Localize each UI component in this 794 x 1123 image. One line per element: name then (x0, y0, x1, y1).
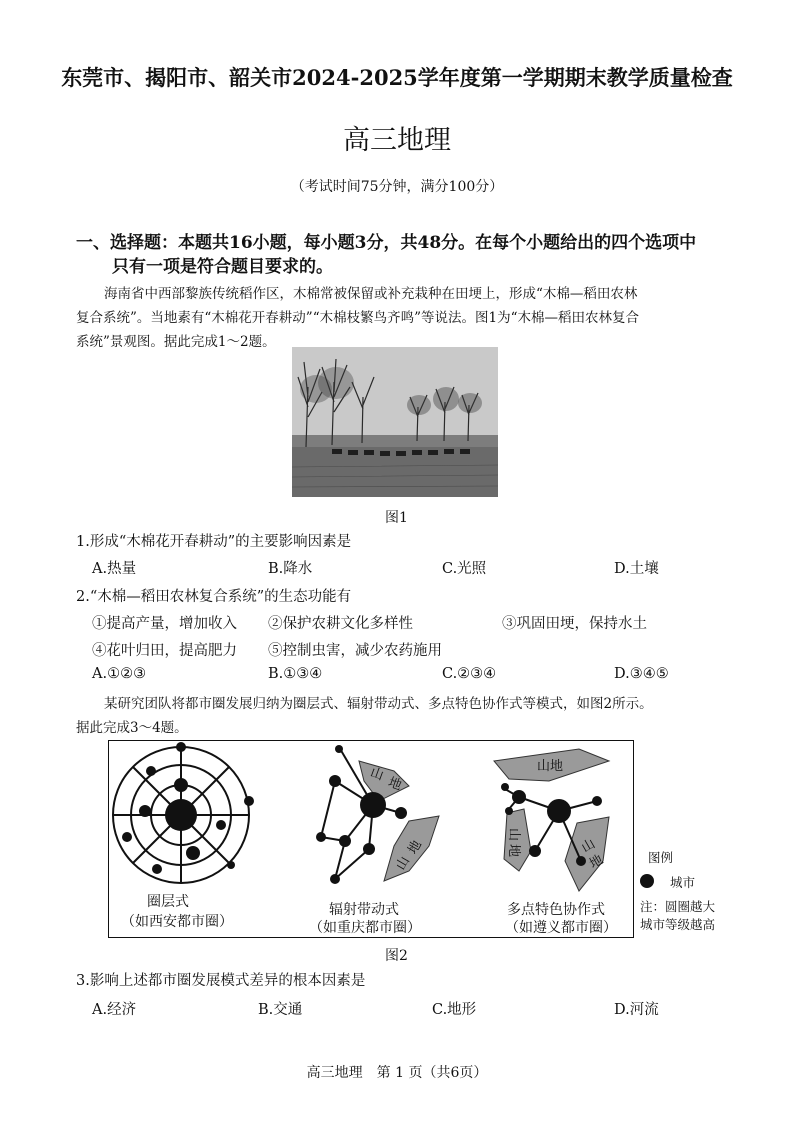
exam-info: （考试时间75分钟，满分100分） (290, 179, 504, 195)
q2-option-c[interactable]: C.②③④ (442, 666, 497, 682)
subject-title: 高三地理 (343, 125, 451, 156)
legend-note-2: 城市等级越高 (640, 917, 716, 932)
mountain-label-1b: 地 (386, 775, 404, 794)
figure2-caption: 图2 (385, 948, 408, 964)
figure2-box (108, 740, 634, 938)
landscape-image (292, 347, 498, 497)
q3-option-d[interactable]: D.河流 (614, 1002, 659, 1018)
section-heading: 一、选择题：本题共16小题，每小题3分，共48分。在每个小题给出的四个选项中 (76, 233, 697, 253)
figure1-photo (292, 347, 498, 497)
q1-option-d[interactable]: D.土壤 (614, 561, 659, 577)
page-footer: 高三地理 第 1 页（共6页） (306, 1065, 488, 1081)
mountain-label-4b: 地 (506, 843, 522, 858)
legend-city-icon (640, 874, 654, 888)
passage1-line1: 海南省中西部黎族传统稻作区，木棉常被保留或补充栽种在田埂上，形成“木棉—稻田农林 (104, 286, 638, 302)
panel3-example: （如遵义都市圈） (505, 920, 617, 936)
panel1-example: （如西安都市圈） (121, 914, 233, 930)
mountain-label-3: 山地 (537, 759, 564, 774)
q2-stem: 2.“木棉—稻田农林复合系统”的生态功能有 (76, 589, 352, 605)
mountain-label-2a: 山 (393, 854, 413, 873)
q2-option-b[interactable]: B.①③④ (268, 666, 323, 682)
panel2-example: （如重庆都市圈） (309, 920, 421, 936)
panel3-name: 多点特色协作式 (507, 902, 605, 918)
q3-option-b[interactable]: B.交通 (258, 1002, 303, 1018)
panel2-name: 辐射带动式 (329, 902, 399, 918)
q1-stem: 1.形成“木棉花开春耕动”的主要影响因素是 (76, 534, 352, 550)
passage2-line1: 某研究团队将都市圈发展归纳为圈层式、辐射带动式、多点特色协作式等模式，如图2所示。 (104, 696, 653, 712)
section-heading-cont: 只有一项是符合题目要求的。 (112, 257, 333, 277)
legend-city: 城市 (670, 875, 696, 890)
mountain-label-5b: 地 (587, 852, 606, 872)
q2-item-4: ④花叶归田，提高肥力 (92, 643, 237, 659)
q2-item-2: ②保护农耕文化多样性 (268, 616, 413, 632)
legend-note-1: 注：圆圈越大 (640, 899, 716, 914)
q2-item-1: ①提高产量，增加收入 (92, 616, 237, 632)
legend-title: 图例 (648, 850, 674, 865)
q3-option-a[interactable]: A.经济 (92, 1002, 137, 1018)
q2-option-a[interactable]: A.①②③ (92, 666, 147, 682)
passage1-line2: 复合系统”。当地素有“木棉花开春耕动”“木棉枝繁鸟齐鸣”等说法。图1为“木棉—稻田农林复合 (76, 310, 639, 326)
exam-title: 东莞市、揭阳市、韶关市2024-2025学年度第一学期期末教学质量检查 (61, 65, 733, 90)
q2-item-5: ⑤控制虫害，减少农药施用 (268, 643, 442, 659)
q1-option-b[interactable]: B.降水 (268, 561, 313, 577)
mountain-label-1a: 山 (368, 765, 386, 784)
q2-option-d[interactable]: D.③④⑤ (614, 666, 669, 682)
passage2-line2: 据此完成3～4题。 (76, 720, 188, 736)
q3-option-c[interactable]: C.地形 (432, 1002, 477, 1018)
q3-stem: 3.影响上述都市圈发展模式差异的根本因素是 (76, 973, 366, 989)
mountain-label-4a: 山 (506, 827, 522, 842)
mountain-label-5a: 山 (579, 836, 598, 856)
panel1-name: 圈层式 (147, 894, 189, 910)
passage1-line3: 系统”景观图。据此完成1～2题。 (76, 334, 276, 350)
q1-option-c[interactable]: C.光照 (442, 561, 487, 577)
mountain-label-2b: 地 (405, 838, 425, 857)
q2-item-3: ③巩固田埂，保持水土 (502, 616, 647, 632)
q1-option-a[interactable]: A.热量 (92, 561, 137, 577)
figure1-caption: 图1 (385, 510, 408, 526)
